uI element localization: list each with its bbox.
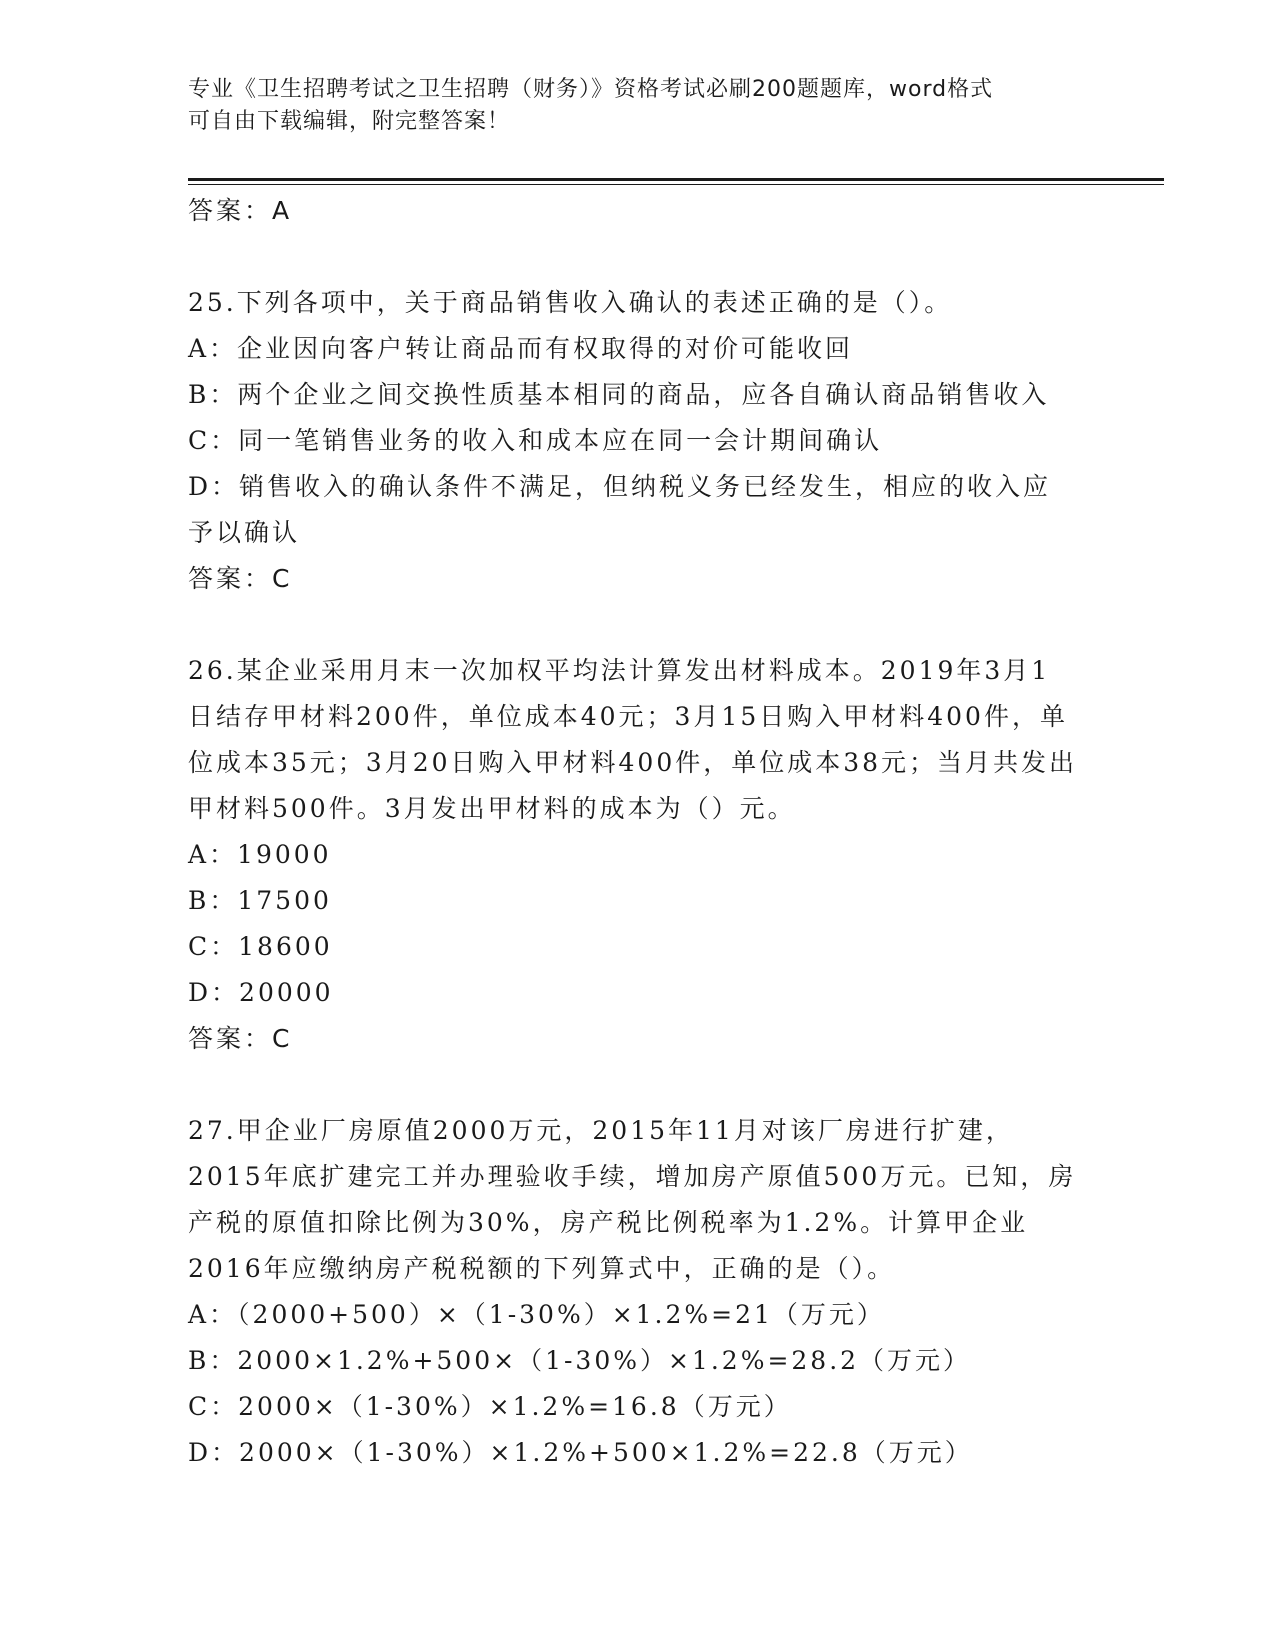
option-c: C：同一笔销售业务的收入和成本应在同一会计期间确认 bbox=[188, 426, 883, 455]
question-answer: 答案：C bbox=[188, 1024, 293, 1053]
spacer bbox=[188, 602, 1088, 648]
spacer bbox=[188, 1062, 1088, 1108]
header-divider-thin bbox=[188, 184, 1164, 185]
option-b: B：两个企业之间交换性质基本相同的商品，应各自确认商品销售收入 bbox=[188, 380, 1050, 409]
question-stem: 27.甲企业厂房原值2000万元，2015年11月对该厂房进行扩建，2015年底扩建完工并办理验收手续，增加房产原值500万元。已知，房产税的原值扣除比例为30%，房产税比例税率为1.2%。计算甲企业2016年应缴纳房产税税额的下列算式中，正确的是（）。 bbox=[188, 1116, 1077, 1283]
header-divider-thick bbox=[188, 178, 1164, 181]
header-line-1: 专业《卫生招聘考试之卫生招聘（财务）》资格考试必刷200题题库，word格式 bbox=[188, 77, 994, 102]
option-c: C：18600 bbox=[188, 932, 333, 961]
question-25 bbox=[188, 280, 1088, 602]
previous-question-answer: 答案：A bbox=[188, 196, 293, 225]
document-body bbox=[188, 188, 1088, 1476]
option-d: D：2000×（1-30%）×1.2%+500×1.2%=22.8（万元） bbox=[188, 1438, 973, 1467]
option-b: B：2000×1.2%+500×（1-30%）×1.2%=28.2（万元） bbox=[188, 1346, 972, 1375]
option-a: A：企业因向客户转让商品而有权取得的对价可能收回 bbox=[188, 334, 854, 363]
page-header bbox=[188, 74, 1068, 138]
question-27 bbox=[188, 1108, 1088, 1476]
question-stem: 25.下列各项中，关于商品销售收入确认的表述正确的是（）。 bbox=[188, 288, 953, 317]
option-d: D：20000 bbox=[188, 978, 334, 1007]
question-26 bbox=[188, 648, 1088, 1062]
question-answer: 答案：C bbox=[188, 564, 293, 593]
header-line-2: 可自由下载编辑，附完整答案！ bbox=[188, 109, 511, 134]
spacer bbox=[188, 234, 1088, 280]
option-a: A：19000 bbox=[188, 840, 332, 869]
question-stem: 26.某企业采用月末一次加权平均法计算发出材料成本。2019年3月1日结存甲材料200件，单位成本40元；3月15日购入甲材料400件，单位成本35元；3月20日购入甲材料400件，单位成本38元；当月共发出甲材料500件。3月发出甲材料的成本为（）元。 bbox=[188, 656, 1078, 823]
option-d: D：销售收入的确认条件不满足，但纳税义务已经发生，相应的收入应予以确认 bbox=[188, 472, 1052, 547]
option-a: A：（2000+500）×（1-30%）×1.2%=21（万元） bbox=[188, 1300, 885, 1329]
option-b: B：17500 bbox=[188, 886, 332, 915]
option-c: C：2000×（1-30%）×1.2%=16.8（万元） bbox=[188, 1392, 792, 1421]
